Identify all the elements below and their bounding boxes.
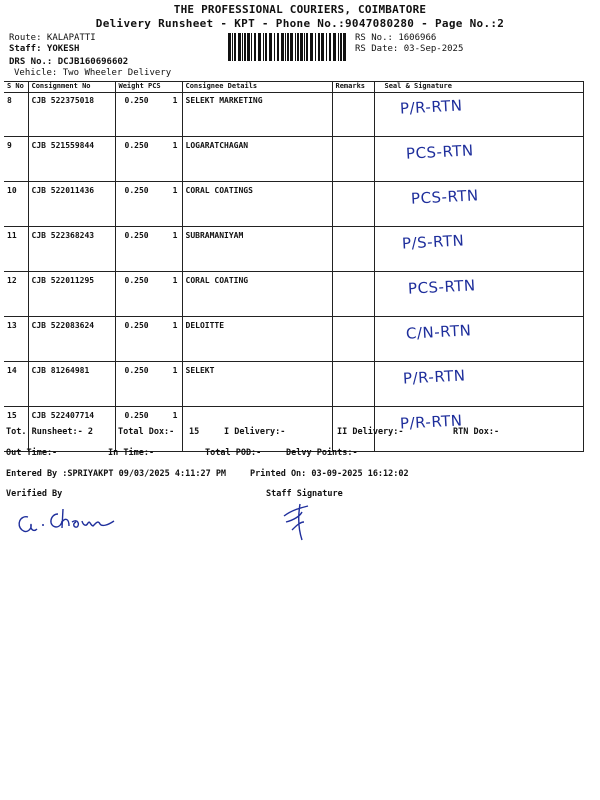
row-weight-pcs — [115, 317, 182, 362]
staff-label: Staff: YOKESH — [9, 44, 80, 54]
row-weight-pcs — [115, 227, 182, 272]
company-title: THE PROFESSIONAL COURIERS, COIMBATORE — [173, 3, 427, 16]
row-weight: 0.250 — [124, 141, 149, 150]
col-header-remarks: Remarks — [332, 82, 374, 93]
row-consignment-no: CJB 522011436 — [28, 182, 115, 227]
rtn-dox: RTN Dox:- — [453, 427, 500, 437]
row-consignee: LOGARATCHAGAN — [182, 137, 332, 182]
row-sno: 13 — [4, 317, 28, 362]
row-weight-pcs — [115, 182, 182, 227]
row-weight-pcs — [115, 362, 182, 407]
row-sno: 12 — [4, 272, 28, 317]
row-weight: 0.250 — [124, 231, 149, 240]
row-seal-signature — [374, 362, 583, 407]
row-seal-signature — [374, 272, 583, 317]
verifier-signature — [14, 503, 124, 537]
row-pcs: 1 — [172, 141, 178, 150]
drs-number: DRS No.: DCJB160696602 — [9, 57, 129, 67]
vehicle-label: Vehicle: Two Wheeler Delivery — [14, 68, 172, 78]
row-pcs: 1 — [172, 276, 178, 285]
row-consignee: CORAL COATING — [182, 272, 332, 317]
row-pcs: 1 — [172, 96, 178, 105]
handwritten-status: P/S-RTN — [401, 231, 465, 253]
col-header-seal-signature: Seal & Signature — [374, 82, 583, 93]
row-consignment-no: CJB 522407714 — [28, 407, 115, 452]
row-sno: 8 — [4, 93, 28, 137]
row-seal-signature — [374, 227, 583, 272]
table-row — [4, 272, 583, 317]
row-pcs: 1 — [172, 186, 178, 195]
table-row — [4, 182, 583, 227]
row-sno: 9 — [4, 137, 28, 182]
table-row — [4, 317, 583, 362]
row-consignment-no: CJB 522368243 — [28, 227, 115, 272]
row-sno: 11 — [4, 227, 28, 272]
row-remarks — [332, 137, 374, 182]
route-label: Route: KALAPATTI — [9, 33, 96, 43]
row-remarks — [332, 93, 374, 137]
row-weight: 0.250 — [124, 186, 149, 195]
row-seal-signature — [374, 93, 583, 137]
tot-runsheet: Tot. Runsheet:- 2 — [6, 427, 93, 437]
row-weight-pcs — [115, 93, 182, 137]
row-weight: 0.250 — [124, 366, 149, 375]
row-consignment-no: CJB 81264981 — [28, 362, 115, 407]
row-seal-signature — [374, 182, 583, 227]
total-pod: Total POD:- — [205, 448, 262, 458]
row-weight: 0.250 — [124, 321, 149, 330]
row-remarks — [332, 317, 374, 362]
row-pcs: 1 — [172, 366, 178, 375]
row-pcs: 1 — [172, 321, 178, 330]
staff-signature-mark — [278, 500, 318, 544]
row-remarks — [332, 362, 374, 407]
row-weight-pcs — [115, 137, 182, 182]
col-header-consignee: Consignee Details — [182, 82, 332, 93]
printed-on: Printed On: 03-09-2025 16:12:02 — [250, 469, 409, 479]
runsheet-subtitle: Delivery Runsheet - KPT - Phone No.:9047080280 - Page No.:2 — [95, 17, 505, 30]
handwritten-status: P/R-RTN — [402, 366, 466, 388]
row-consignee: SELEKT MARKETING — [182, 93, 332, 137]
row-weight-pcs — [115, 272, 182, 317]
row-seal-signature — [374, 137, 583, 182]
total-dox-label: Total Dox:- — [118, 427, 175, 437]
row-remarks — [332, 272, 374, 317]
runsheet-table — [4, 81, 583, 452]
row-weight: 0.250 — [124, 96, 149, 105]
handwritten-status: C/N-RTN — [405, 321, 472, 343]
handwritten-status: PCS-RTN — [405, 141, 474, 163]
rs-number: RS No.: 1606966 — [355, 33, 437, 43]
row-consignment-no: CJB 522083624 — [28, 317, 115, 362]
i-delivery: I Delivery:- — [224, 427, 286, 437]
row-pcs: 1 — [172, 411, 178, 420]
handwritten-status: PCS-RTN — [410, 186, 479, 208]
barcode — [227, 33, 349, 61]
row-remarks — [332, 182, 374, 227]
col-header-sno: S No — [4, 82, 28, 93]
row-remarks — [332, 227, 374, 272]
table-row — [4, 137, 583, 182]
row-sno: 15 — [4, 407, 28, 452]
total-dox-value: 15 — [189, 427, 200, 437]
row-sno: 10 — [4, 182, 28, 227]
row-weight: 0.250 — [124, 276, 149, 285]
row-consignment-no: CJB 521559844 — [28, 137, 115, 182]
handwritten-status: P/R-RTN — [399, 96, 463, 118]
rs-date: RS Date: 03-Sep-2025 — [355, 44, 464, 54]
delvy-points: Delvy Points:- — [286, 448, 358, 458]
col-header-consignment: Consignment No — [28, 82, 115, 93]
row-consignment-no: CJB 522375018 — [28, 93, 115, 137]
row-sno: 14 — [4, 362, 28, 407]
row-pcs: 1 — [172, 231, 178, 240]
row-seal-signature — [374, 317, 583, 362]
row-consignee: CORAL COATINGS — [182, 182, 332, 227]
row-consignment-no: CJB 522011295 — [28, 272, 115, 317]
table-row — [4, 93, 583, 137]
verified-by-label: Verified By — [6, 489, 63, 499]
out-time: Out Time:- — [6, 448, 58, 458]
row-consignee: SUBRAMANIYAM — [182, 227, 332, 272]
table-row — [4, 362, 583, 407]
staff-signature-label: Staff Signature — [266, 489, 343, 499]
ii-delivery: II Delivery:- — [337, 427, 404, 437]
table-row — [4, 227, 583, 272]
row-consignee: DELOITTE — [182, 317, 332, 362]
entered-by: Entered By :SPRIYAKPT 09/03/2025 4:11:27 PM — [6, 469, 227, 479]
handwritten-status: P/R-RTN — [399, 411, 463, 433]
col-header-weight-pcs: Weight PCS — [115, 82, 182, 93]
handwritten-status: PCS-RTN — [407, 276, 476, 298]
row-weight: 0.250 — [124, 411, 149, 420]
in-time: In Time:- — [108, 448, 155, 458]
table-header-row — [4, 82, 583, 93]
row-consignee: SELEKT — [182, 362, 332, 407]
